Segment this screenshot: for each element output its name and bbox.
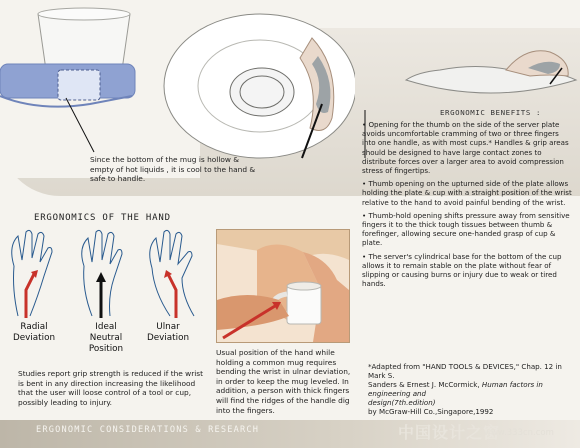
- photo-caption: Usual position of the hand while holding a common mug requires bending the wrist in ulnar deviation, in order to keep the mug leveled. In addition, a person with thick fingers will find the ridges of the handle dig into the fingers.: [216, 348, 351, 415]
- hand-deviation-illustrations: [4, 226, 204, 320]
- citation-authors: Sanders & Ernest J. McCormick,: [368, 380, 480, 389]
- radial-arrow: [26, 274, 34, 318]
- watermark-url: www.333cn.com: [484, 428, 554, 438]
- neutral-position-label: Ideal Neutral Position: [88, 322, 124, 354]
- person-holding-mug-illustration: [217, 230, 349, 342]
- benefits-title: ERGONOMIC BENEFITS :: [440, 108, 541, 117]
- citation-line-2: [368, 380, 576, 398]
- hand-section-title: ERGONOMICS OF THE HAND: [34, 213, 171, 223]
- ulnar-hand-outline: [150, 230, 194, 316]
- grip-strength-note: Studies report grip strength is reduced if the wrist is bent in any direction increasing the likelihood that the user will loose control of a tool or cup, possibly leading to injury.: [18, 369, 204, 407]
- radial-hand-outline: [12, 230, 52, 316]
- benefit-item: • The server's cylindrical base for the bottom of the cup allows it to remain stable on the plate without fear of slipping or causing burns or injury due to weak or tired hands.: [362, 251, 562, 289]
- benefit-item: • Thumb opening on the upturned side of the plate allows holding the plate & cup with a straight position of the wrist relative to the hand to avoid painful bending of the wrist.: [362, 179, 572, 207]
- mug-grip-photo: [216, 229, 350, 343]
- citation-block: [368, 362, 576, 416]
- plate-side-view-illustration: [400, 40, 580, 108]
- mug-caption-pointer: [60, 96, 100, 156]
- mug-caption: Since the bottom of the mug is hollow & empty of hot liquids , it is cool to the hand & safe to handle.: [90, 155, 256, 184]
- watermark-site-name: 中国设计之窗: [398, 423, 501, 442]
- radial-deviation-label: Radial Deviation: [12, 322, 56, 343]
- plate-top-view-illustration: [160, 8, 355, 160]
- benefit-item: • Thumb-hold opening shifts pressure away from sensitive fingers it to the thick tough tissues between thumb & forefinger, allowing secure one-handed grasp of cup & plate.: [362, 210, 570, 248]
- citation-line-4: by McGraw-Hill Co.,Singapore,1992: [368, 407, 494, 416]
- citation-line-3: [368, 398, 576, 407]
- citation-line-1: *Adapted from "HAND TOOLS & DEVICES," Chap. 12 in Mark S.: [368, 362, 562, 380]
- footer-title: ERGONOMIC CONSIDERATIONS & RESEARCH: [36, 425, 260, 435]
- benefit-item: • Opening for the thumb on the side of the server plate avoids uncomfortable cramming of two or three fingers into one handle, as with most cups.* Handles & grip areas should be designed to have large contact zones to distribute forces over a larger area to avoid compression stress of fingertips.: [362, 120, 569, 176]
- citation-book-title-part-2: design(7th.edition): [368, 398, 436, 407]
- ulnar-arrow: [168, 274, 176, 318]
- benefits-list: [362, 120, 574, 292]
- ulnar-deviation-label: Ulnar Deviation: [146, 322, 190, 343]
- citation-book-title-part-1: Human factors in engineering and: [368, 380, 543, 398]
